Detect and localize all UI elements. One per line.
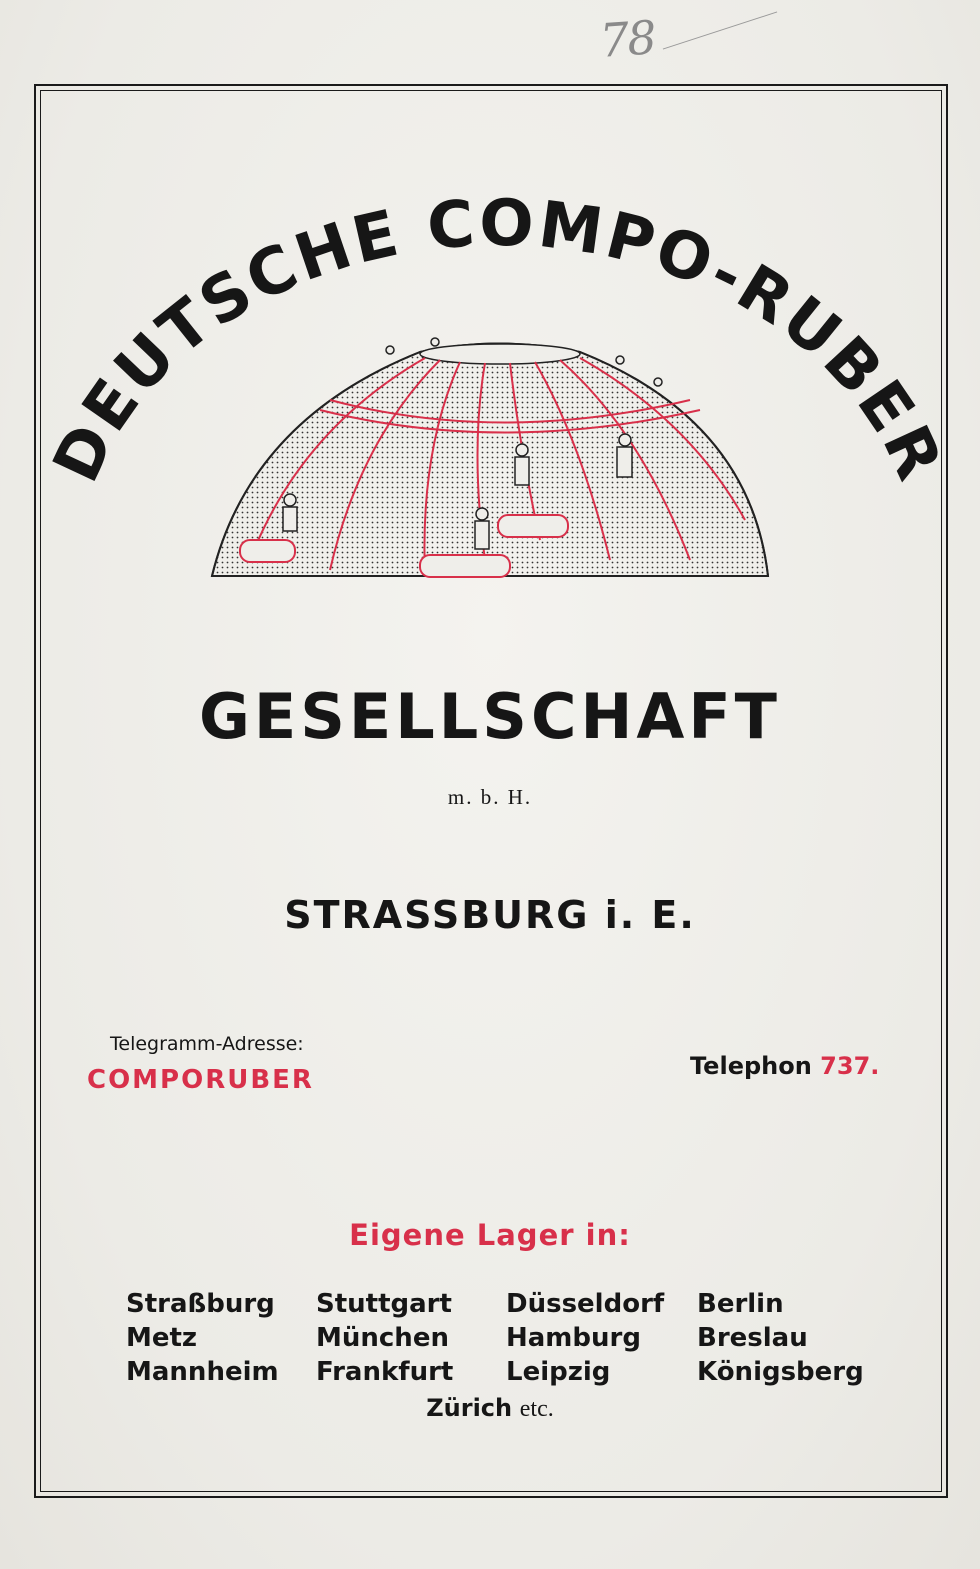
- city-name: München: [316, 1323, 449, 1353]
- company-city: STRASSBURG i. E.: [284, 893, 696, 937]
- city-name: Metz: [126, 1323, 198, 1353]
- city-name: Frankfurt: [316, 1357, 454, 1387]
- pencil-annotation: 78: [598, 10, 657, 68]
- city-column: [697, 1287, 864, 1389]
- title-illustration: [0, 0, 980, 660]
- city-name: Mannheim: [126, 1357, 279, 1387]
- city-name: Breslau: [697, 1323, 808, 1353]
- telegram-label: Telegramm-Adresse:: [110, 1033, 304, 1055]
- last-city-line: [0, 1394, 980, 1423]
- city-name: Hamburg: [506, 1323, 641, 1353]
- city-name: Königsberg: [697, 1357, 864, 1387]
- legal-form: m. b. H.: [447, 785, 533, 809]
- company-name-second-line: GESELLSCHAFT: [199, 680, 781, 753]
- city-name: Stuttgart: [316, 1289, 452, 1319]
- phone-line: [690, 1052, 879, 1080]
- city-name: Berlin: [697, 1289, 784, 1319]
- city-name: Leipzig: [506, 1357, 611, 1387]
- phone-label: Telephon: [690, 1052, 812, 1080]
- city-name: Straßburg: [126, 1289, 275, 1319]
- telegram-address: COMPORUBER: [87, 1065, 314, 1095]
- warehouse-heading: Eigene Lager in:: [349, 1218, 631, 1252]
- city-column: [316, 1287, 453, 1389]
- company-name-arched-text: DEUTSCHE COMPO-RUBER: [39, 186, 957, 494]
- dome-illustration-icon: [212, 338, 768, 577]
- etc-text: etc.: [519, 1396, 554, 1422]
- phone-number: 737.: [820, 1052, 880, 1080]
- city-name: Düsseldorf: [506, 1289, 665, 1319]
- city-column: [126, 1287, 279, 1389]
- city-column: [506, 1287, 664, 1389]
- city-name: Zürich: [426, 1394, 513, 1422]
